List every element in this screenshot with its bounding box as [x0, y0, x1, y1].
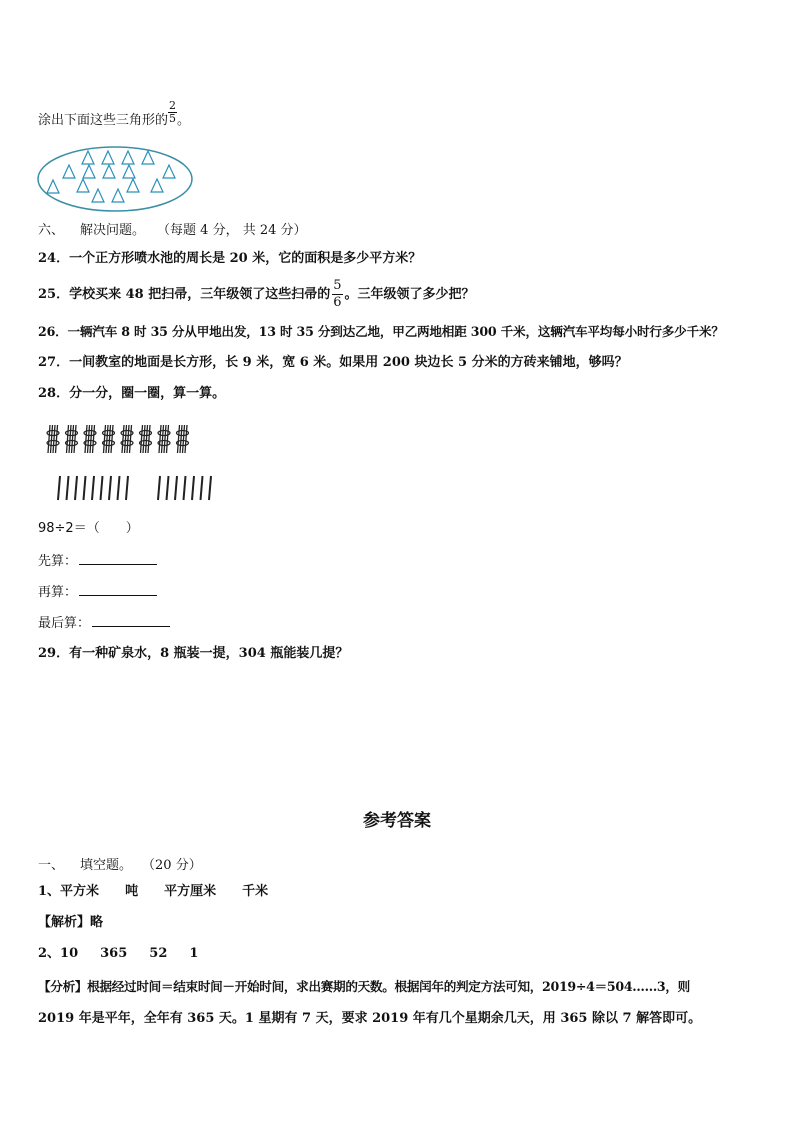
triangle-shape — [163, 165, 175, 178]
question-26: 26．一辆汽车 8 时 35 分从甲地出发，13 时 35 分到达乙地，甲乙两地相距 300 千米，这辆汽车平均每小时行多少千米？ — [38, 324, 724, 339]
step-last-blank[interactable] — [92, 614, 170, 627]
answer-item: 1 — [189, 946, 199, 961]
stick-icon — [167, 476, 169, 500]
stick-bundle-icon — [158, 425, 170, 453]
loose-sticks-figure — [54, 474, 244, 502]
section-title: 填空题。 — [80, 858, 133, 873]
stick-icon — [209, 476, 211, 500]
answer-1-note: 【解析】略 — [38, 915, 104, 930]
triangle-shape — [82, 151, 94, 164]
step-first — [38, 552, 157, 571]
fraction-denominator: 5 — [169, 112, 177, 125]
question-27: 27．一间教室的地面是长方形，长 9 米，宽 6 米。如果用 200 块边长 5 分米的方砖来铺地，够吗？ — [38, 355, 628, 370]
question-25 — [38, 278, 475, 311]
stick-icon — [158, 476, 160, 500]
stick-bundle-icon — [47, 425, 59, 453]
stick-icon — [92, 476, 94, 500]
step-then-blank[interactable] — [79, 583, 157, 596]
triangles-figure — [36, 144, 196, 214]
stick-icon — [184, 476, 186, 500]
triangle-shape — [83, 165, 95, 178]
section-heading-6 — [38, 222, 307, 240]
stick-icon — [118, 476, 120, 500]
fraction-denominator: 6 — [333, 295, 342, 310]
answer-item: 10 — [60, 946, 79, 961]
question-24: 24．一个正方形喷水池的周长是 20 米，它的面积是多少平方米？ — [38, 251, 422, 266]
answer-2-analysis-line2: 2019 年是平年，全年有 365 天。1 星期有 7 天，要求 2019 年有几个星期余几天，用 365 除以 7 解答即可。 — [38, 1011, 702, 1026]
stick-icon — [84, 476, 86, 500]
fraction-five-sixths — [332, 278, 342, 311]
question-28: 28．分一分，圈一圈，算一算。 — [38, 386, 226, 401]
question-paint-triangles — [38, 99, 191, 133]
step-first-label: 先算： — [38, 554, 78, 569]
stick-bundle-icon — [66, 425, 78, 453]
answers-section-1 — [38, 857, 202, 875]
triangle-shape — [63, 165, 75, 178]
question-25-post: 。三年级领了多少把？ — [344, 287, 475, 302]
stick-icon — [109, 476, 111, 500]
bundles-group — [47, 425, 189, 453]
stick-icon — [58, 476, 60, 500]
stick-bundle-icon — [140, 425, 152, 453]
triangle-shape — [151, 179, 163, 192]
stick-icon — [201, 476, 203, 500]
answer-item: 52 — [149, 946, 168, 961]
section-title: 解决问题。 — [80, 223, 146, 238]
answer-label: 2、 — [38, 946, 61, 961]
triangle-shape — [122, 151, 134, 164]
triangle-shape — [142, 151, 154, 164]
stick-bundles-figure — [44, 422, 204, 456]
stick-icon — [126, 476, 128, 500]
answer-2-analysis-line1: 【分析】根据经过时间＝结束时间－开始时间，求出赛期的天数。根据闰年的判定方法可知，2019÷4＝504……3，则 — [38, 979, 690, 994]
stick-icon — [101, 476, 103, 500]
triangles-group — [47, 151, 175, 202]
stick-bundle-icon — [177, 425, 189, 453]
section-score: （20 分） — [142, 858, 202, 873]
section-number: 一、 — [38, 858, 65, 873]
triangle-shape — [127, 179, 139, 192]
figure-ellipse — [38, 147, 192, 211]
triangle-shape — [77, 179, 89, 192]
sticks-group — [58, 476, 211, 500]
stick-icon — [75, 476, 77, 500]
answer-item: 吨 — [125, 884, 139, 899]
answer-2 — [38, 945, 198, 963]
stick-bundle-icon — [84, 425, 96, 453]
triangle-shape — [102, 151, 114, 164]
answer-item: 平方米 — [60, 884, 100, 899]
fraction-two-fifths — [168, 100, 177, 125]
triangle-shape — [92, 189, 104, 202]
question-end-punct: 。 — [177, 113, 191, 128]
answer-item: 365 — [100, 946, 128, 961]
answers-title: 参考答案 — [363, 811, 431, 831]
stick-icon — [192, 476, 194, 500]
question-29: 29．有一种矿泉水，8 瓶装一提，304 瓶能装几提？ — [38, 646, 349, 661]
step-first-blank[interactable] — [79, 552, 157, 565]
question-text: 涂出下面这些三角形的 — [38, 113, 169, 128]
step-then-label: 再算： — [38, 585, 78, 600]
answer-item: 千米 — [242, 884, 269, 899]
stick-bundle-icon — [121, 425, 133, 453]
triangle-shape — [103, 165, 115, 178]
step-last-label: 最后算： — [38, 616, 91, 631]
stick-icon — [175, 476, 177, 500]
division-expression: 98÷2＝（ ） — [38, 521, 139, 536]
triangle-shape — [47, 180, 59, 193]
stick-bundle-icon — [103, 425, 115, 453]
question-25-pre: 25．学校买来 48 把扫帚，三年级领了这些扫帚的 — [38, 287, 331, 302]
triangle-shape — [123, 165, 135, 178]
stick-icon — [67, 476, 69, 500]
fraction-numerator: 5 — [333, 278, 342, 293]
answer-item: 平方厘米 — [164, 884, 217, 899]
answer-label: 1、 — [38, 884, 61, 899]
answer-1 — [38, 883, 268, 901]
step-then — [38, 583, 157, 602]
step-last — [38, 614, 170, 633]
fraction-numerator: 2 — [169, 99, 177, 112]
section-number: 六、 — [38, 223, 65, 238]
triangle-shape — [112, 189, 124, 202]
section-score: （每题 4 分， 共 24 分） — [157, 223, 307, 238]
